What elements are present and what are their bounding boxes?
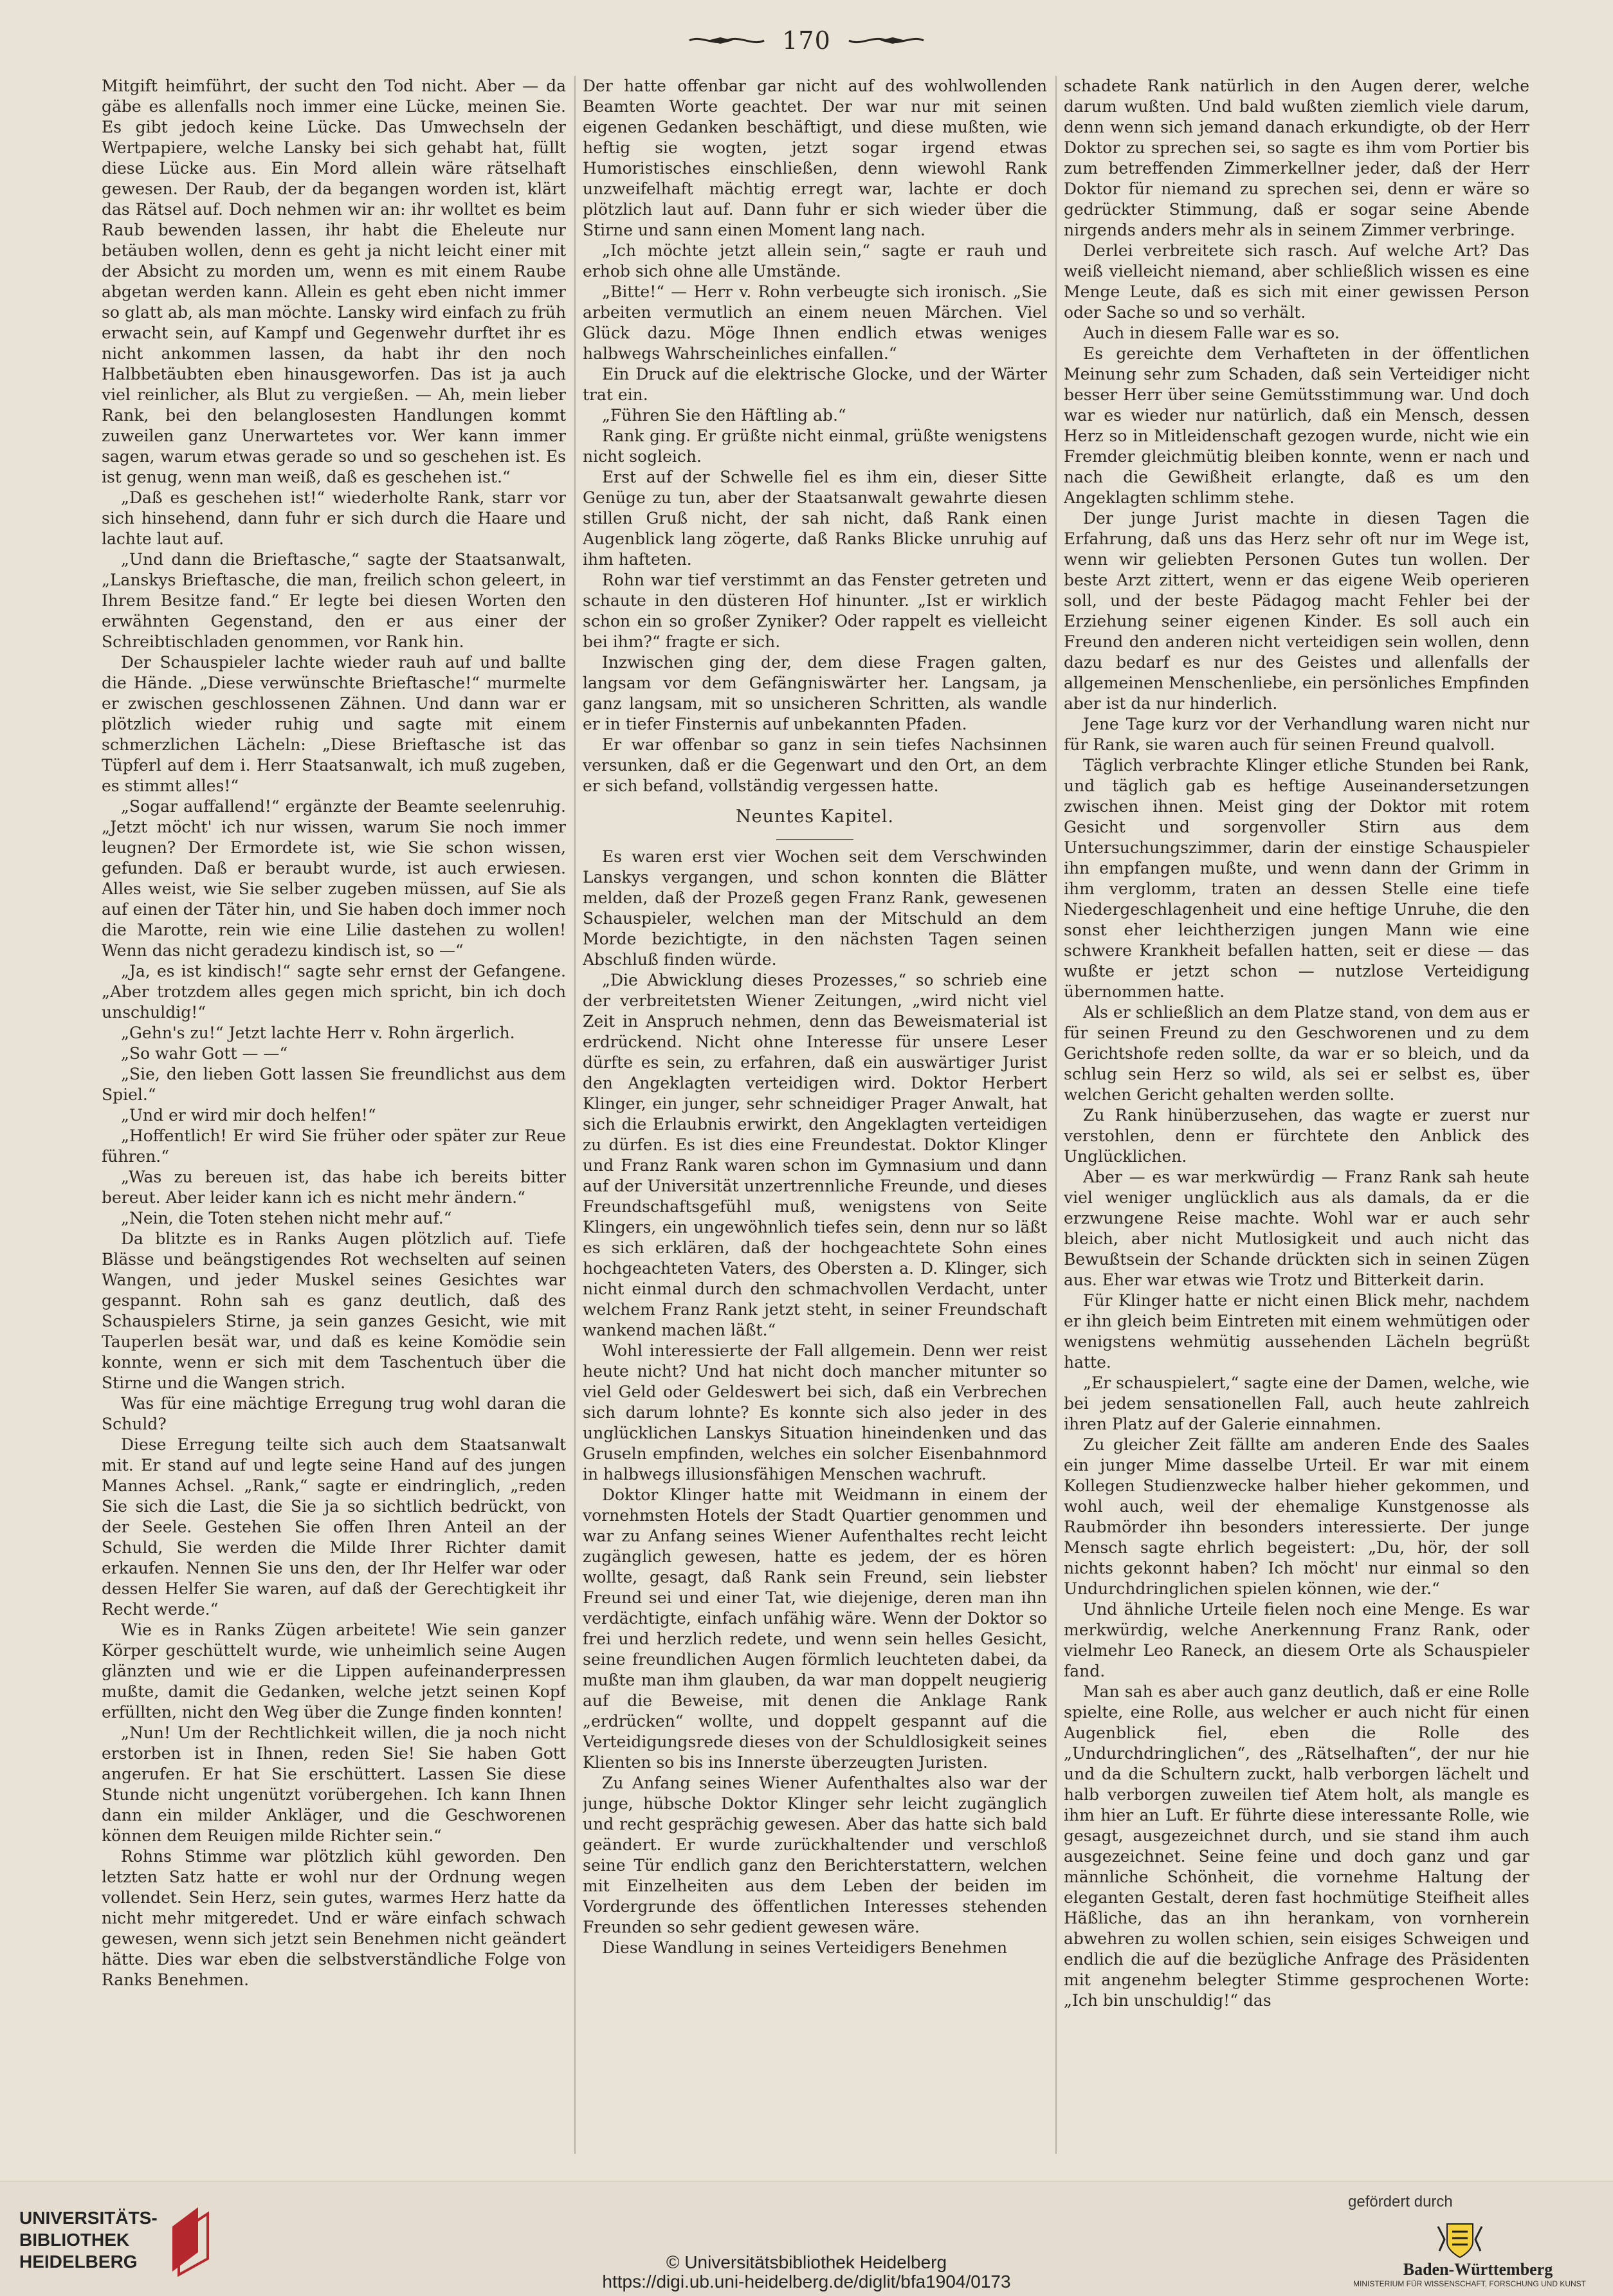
logo-line: UNIVERSITÄTS- bbox=[19, 2208, 158, 2228]
logo-line: HEIDELBERG bbox=[19, 2252, 138, 2272]
page-number: 170 bbox=[782, 26, 831, 55]
paragraph: Wohl interessierte der Fall allgemein. Denn wer reist heute nicht? Und hat nicht doch mancher mitunter so viel Geld oder Geldeswert bei sich, daß ein Verbrechen sich darum lohnte? Es konnte sich also jeder in des unglücklichen Lanskys Situation hineindenken und das Gruseln empfinden, welches ein solcher Eisenbahnmord in halbwegs illusionsfähigen Menschen wachruft. bbox=[583, 1341, 1047, 1483]
paragraph: Als er schließlich an dem Platze stand, von dem aus er für seinen Freund zu den Geschworenen und zu dem Gerichtshofe reden sollte, da war er so bleich, und da schlug sein Herz so wild, als sei er selbst es, über welchen Gericht gehalten werden sollte. bbox=[1064, 1003, 1529, 1104]
paragraph: Es gereichte dem Verhafteten in der öffentlichen Meinung sehr zum Schaden, daß sein Verteidiger nicht besser Herr über seine Gemütsstimmung war. Und doch war es wieder nur natürlich, daß ein Mensch, dessen Herz so in Mitleidenschaft gezogen wurde, nicht wie ein Fremder gleichmütig bleiben konnte, wenn er nach und nach die Gewißheit erlangte, daß es um den Angeklagten schlimm stehe. bbox=[1064, 344, 1529, 507]
paragraph: „Gehn's zu!“ Jetzt lachte Herr v. Rohn ärgerlich. bbox=[121, 1024, 515, 1042]
paragraph: Man sah es aber auch ganz deutlich, daß er eine Rolle spielte, eine Rolle, aus welcher er auch nicht für einen Augenblick fiel, eben die Rolle des „Undurchdringlichen“, des „Rätselhaften“, der nur hie und da die Schultern zuckt, halb verborgen lächelt und halb verborgen zuweilen tief Atem holt, als mangle es ihm hier an Luft. Er führte diese interessante Rolle, wie gesagt, ausgezeichnet durch, und sie stand ihm auch ausgezeichnet. Seine feine und doch ganz und gar männliche Schönheit, die vornehme Haltung der eleganten Gestalt, deren fast hochmütige Steifheit alles Häßliche, das an ihn herankam, von vornherein abwehren zu wollen schien, sein eisiges Schweigen und endlich die auf die bezügliche Anfrage des Präsidenten mit angenehm belegter Stimme gesprochenen Worte: „Ich bin unschuldig!“ das bbox=[1064, 1682, 1529, 2010]
paragraph: „Die Abwicklung dieses Prozesses,“ so schrieb eine der verbreitetsten Wiener Zeitungen, „wird nicht viel Zeit in Anspruch nehmen, denn das Beweismaterial ist erdrückend. Nicht ohne Interesse für unsere Leser dürfte es sein, zu erfahren, daß ein auswärtiger Jurist den Angeklagten verteidigen wird. Doktor Herbert Klinger, ein junger, sehr schneidiger Prager Anwalt, hat sich die Erlaubnis erwirkt, den Angeklagten verteidigen zu dürfen. Es ist dies eine Freundestat. Doktor Klinger und Franz Rank waren schon im Gymnasium und dann auf der Universität unzertrennliche Freunde, und dieses Freundschaftsgefühl muß, wenigstens von Seite Klingers, ein ungewöhnlich tiefes sein, denn nur so läßt es sich erklären, daß der hochgeachtete Sohn eines hochgeachteten Vaters, des Obersten a. D. Klinger, sich nicht einmal durch den schmachvollen Verdacht, unter welchem Franz Rank jetzt steht, in seiner Freundschaft wankend machen läßt.“ bbox=[583, 971, 1047, 1339]
footer-bar bbox=[0, 2181, 1613, 2296]
left-ornament-icon bbox=[688, 33, 765, 48]
chapter-heading: Neuntes Kapitel. bbox=[736, 807, 894, 827]
column-divider bbox=[1055, 76, 1057, 2154]
paragraph: Inzwischen ging der, dem diese Fragen galten, langsam vor dem Gefängniswärter her. Langsam, ja ganz langsam, mit so unsicheren Schritten, als wandle er in tiefer Finsternis auf unbekannten Pfaden. bbox=[583, 653, 1047, 733]
paragraph: Diese Erregung teilte sich auch dem Staatsanwalt mit. Er stand auf und legte seine Hand auf des jungen Mannes Achsel. „Rank,“ sagte er eindringlich, „reden Sie sich die Last, die Sie ja so sichtlich bedrückt, von der Seele. Gestehen Sie offen Ihren Anteil an der Schuld, Sie werden die Milde Ihrer Richter damit erkaufen. Nennen Sie uns den, der Ihr Helfer war oder dessen Helfer Sie waren, auf daß der Gerechtigkeit ihr Recht werde.“ bbox=[102, 1435, 566, 1619]
paragraph: Täglich verbrachte Klinger etliche Stunden bei Rank, und täglich gab es heftige Auseinandersetzungen zwischen ihnen. Meist ging der Doktor mit rotem Gesicht und sorgenvoller Stirn aus dem Untersuchungszimmer, darin der einstige Schauspieler ihn empfangen mußte, und wenn dann der Grimm in ihm verglomm, traten an dessen Stelle eine tiefe Niedergeschlagenheit und eine heftige Unruhe, die den sonst eher leichtherzigen jungen Mann wie eine schwere Krankheit befallen hatten, seit er diese — das wußte er jetzt schon — nutzlose Verteidigung übernommen hatte. bbox=[1064, 756, 1529, 1001]
paragraph: Rohns Stimme war plötzlich kühl geworden. Den letzten Satz hatte er wohl nur der Ordnung wegen vollendet. Sein Herz, sein gutes, warmes Herz hatte da nicht mehr mitgeredet. Und er wäre einfach schwach gewesen, wenn sich jetzt sein Benehmen nicht geändert hätte. Dies war eben die selbstverständliche Folge von Ranks Benehmen. bbox=[102, 1847, 566, 1989]
paragraph: Er war offenbar so ganz in sein tiefes Nachsinnen versunken, daß er die Gegenwart und den Ort, an dem er sich befand, vollständig vergessen hatte. bbox=[583, 735, 1047, 795]
paragraph: Erst auf der Schwelle fiel es ihm ein, dieser Sitte Genüge zu tun, aber der Staatsanwalt gewahrte diesen stillen Gruß nicht, der sah nicht, daß Rank einen Augenblick lang zögerte, daß Ranks Blicke unruhig auf ihm hafteten. bbox=[583, 468, 1047, 569]
paragraph: Es waren erst vier Wochen seit dem Verschwinden Lanskys vergangen, und schon konnten die Blätter melden, daß der Prozeß gegen Franz Rank, gewesenen Schauspieler, welchen man der Mitschuld an dem Morde bezichtigte, in den nächsten Tagen seinen Abschluß finden würde. bbox=[583, 847, 1047, 969]
paragraph: „Und er wird mir doch helfen!“ bbox=[121, 1106, 376, 1125]
permalink-url[interactable]: https://digi.ub.uni-heidelberg.de/diglit/bfa1904/0173 bbox=[602, 2272, 1011, 2291]
paragraph: Auch in diesem Falle war es so. bbox=[1083, 324, 1340, 342]
paragraph: „Hoffentlich! Er wird Sie früher oder später zur Reue führen.“ bbox=[102, 1126, 566, 1166]
column-divider bbox=[574, 76, 576, 2154]
paragraph: Mitgift heimführt, der sucht den Tod nicht. Aber — da gäbe es allenfalls noch immer eine Lücke, meinen Sie. Es gibt jedoch keine Lücke. Das Umwechseln der Wertpapiere, welche Lansky bei sich gehabt hat, füllt diese Lücke aus. Ein Mord allein wäre rätselhaft gewesen. Der Raub, der da begangen worden ist, klärt das Rätsel auf. Doch nehmen wir an: ihr wolltet es beim Raub bewenden lassen, ihr habt die Eheleute nur betäuben wollen, denn es geht ja nicht leicht einer mit der Absicht zu morden um, wenn es mit einem Raube abgetan werden kann. Allein es geht eben nicht immer so glatt ab, als man möchte. Lansky wird einfach zu früh erwacht sein, auf Kampf und Gegenwehr durftet ihr es nicht ankommen lassen, da habt ihr den noch Halbbetäubten eben hinausgeworfen. Das ist ja auch viel reinlicher, als Blut zu vergießen. — Ah, mein lieber Rank, bei den belanglosesten Handlungen kommt zuweilen ganz Unerwartetes vor. Wer kann immer sagen, warum etwas gerade so und so geschehen ist. Es ist genug, wenn man weiß, daß es geschehen ist.“ bbox=[102, 77, 566, 486]
logo-line: BIBLIOTHEK bbox=[19, 2230, 130, 2250]
paragraph: schadete Rank natürlich in den Augen derer, welche darum wußten. Und bald wußten ziemlich viele darum, denn wenn sich jemand danach erkundigte, ob der Herr Doktor zu sprechen sei, so sagte es ihm vom Portier bis zum betreffenden Zimmerkellner jeder, daß der Herr Doktor für niemand zu sprechen sei, denn er wäre so gedrückter Stimmung, daß er sogar seine Abende nirgends anders mehr als in seinem Zimmer verbringe. bbox=[1064, 77, 1529, 239]
paragraph: „Führen Sie den Häftling ab.“ bbox=[602, 406, 846, 425]
paragraph: „Er schauspielert,“ sagte eine der Damen, welche, wie bei jedem sensationellen Fall, auch heute zahlreich ihren Platz auf der Galerie einnahmen. bbox=[1064, 1373, 1529, 1433]
text-column-2 bbox=[583, 76, 1047, 2154]
paragraph: Der junge Jurist machte in diesen Tagen die Erfahrung, daß uns das Herz sehr oft nur im Wege ist, wenn wir geliebten Personen Gutes tun wollen. Der beste Arzt zittert, wenn er das eigene Weib operieren soll, und der beste Pädagog macht Fehler bei der Erziehung seiner eigenen Kinder. Es soll auch ein Freund den anderen nicht verteidigen sein wollen, denn dazu bedarf es nur des Geistes und allenfalls der allgemeinen Menschenliebe, ein persönliches Empfinden aber ist da nur hinderlich. bbox=[1064, 509, 1529, 713]
paragraph: „Was zu bereuen ist, das habe ich bereits bitter bereut. Aber leider kann ich es nicht mehr ändern.“ bbox=[102, 1168, 566, 1207]
paragraph: Derlei verbreitete sich rasch. Auf welche Art? Das weiß vielleicht niemand, aber schließlich wissen es eine Menge Leute, daß es sich mit einer gewissen Person oder Sache so und so verhält. bbox=[1064, 241, 1529, 322]
funder-name: Baden-Württemberg bbox=[1403, 2260, 1553, 2279]
paragraph: „Nein, die Toten stehen nicht mehr auf.“ bbox=[121, 1209, 452, 1227]
paragraph: Jene Tage kurz vor der Verhandlung waren nicht nur für Rank, sie waren auch für seinen Freund qualvoll. bbox=[1064, 715, 1529, 754]
paragraph: Da blitzte es in Ranks Augen plötzlich auf. Tiefe Blässe und beängstigendes Rot wechselten auf seinen Wangen, und jeder Muskel seines Gesichtes war gespannt. Rohn sah es ganz deutlich, daß des Schauspielers Stirne, ja sein ganzes Gesicht, wie mit Tauperlen besät war, und daß es keine Komödie sein konnte, wenn er sich mit dem Taschentuch über die Stirne und die Wangen strich. bbox=[102, 1229, 566, 1392]
page-header bbox=[0, 18, 1613, 63]
paragraph: Diese Wandlung in seines Verteidigers Benehmen bbox=[602, 1938, 1008, 1957]
paragraph: Doktor Klinger hatte mit Weidmann in einem der vornehmsten Hotels der Stadt Quartier genommen und war zu Anfang seines Wiener Aufenthaltes recht leicht zugänglich gewesen, hatte es jedem, der es hören wollte, gesagt, daß Rank sein Freund, sein liebster Freund sei und einer Tat, wie diejenige, deren man ihn verdächtigte, einfach unfähig wäre. Wenn der Doktor so frei und herzlich redete, und wenn sein helles Gesicht, seine freundlichen Augen förmlich leuchteten dabei, da mußte man ihm glauben, da war man doppelt neugierig auf die Beweise, mit denen die Anklage Rank „erdrücken“ wollte, und doppelt gespannt auf die Verteidigungsrede dieses von der Schuldlosigkeit seines Klienten so bis ins Innerste überzeugten Juristen. bbox=[583, 1485, 1047, 1772]
paragraph: „Ich möchte jetzt allein sein,“ sagte er rauh und erhob sich ohne alle Umstände. bbox=[583, 241, 1047, 280]
chapter-rule bbox=[776, 839, 853, 840]
paragraph: „So wahr Gott — —“ bbox=[121, 1044, 288, 1063]
paragraph: Was für eine mächtige Erregung trug wohl daran die Schuld? bbox=[102, 1394, 566, 1433]
text-column-1 bbox=[102, 76, 566, 2154]
paragraph: Und ähnliche Urteile fielen noch eine Menge. Es war merkwürdig, welche Anerkennung Franz Rank, oder vielmehr Leo Raneck, an diesem Orte als Schauspieler fand. bbox=[1064, 1600, 1529, 1680]
paragraph: „Und dann die Brieftasche,“ sagte der Staatsanwalt, „Lanskys Brieftasche, die man, freilich schon geleert, in Ihrem Besitze fand.“ Er legte bei diesen Worten den erwähnten Gegenstand, den er aus einer der Schreibtischladen genommen, vor Rank hin. bbox=[102, 550, 566, 651]
paragraph: Wie es in Ranks Zügen arbeitete! Wie sein ganzer Körper geschüttelt wurde, wie unheimlich seine Augen glänzten und wie er die Lippen aufeinanderpressen mußte, damit die Gedanken, welche jetzt seinen Kopf erfüllten, nicht den Weg über die Zunge finden konnten! bbox=[102, 1621, 566, 1722]
paragraph: Für Klinger hatte er nicht einen Blick mehr, nachdem er ihn gleich beim Eintreten mit einem wehmütigen oder wenigstens wehmütig aussehenden Lächeln begrüßt hatte. bbox=[1064, 1291, 1529, 1372]
paragraph: Der hatte offenbar gar nicht auf des wohlwollenden Beamten Worte geachtet. Der war nur mit seinen eigenen Gedanken beschäftigt, und diese mußten, wie heftig sie wogten, jetzt sogar irgend etwas Humoristisches einschließen, denn wiewohl Rank unzweifelhaft mächtig erregt war, lachte er doch plötzlich laut auf. Dann fuhr er sich wieder über die Stirne und sann einen Moment lang nach. bbox=[583, 77, 1047, 239]
right-ornament-icon bbox=[848, 33, 925, 48]
funder-ministry: MINISTERIUM FÜR WISSENSCHAFT, FORSCHUNG UND KUNST bbox=[1353, 2279, 1586, 2288]
paragraph: „Daß es geschehen ist!“ wiederholte Rank, starr vor sich hinsehend, dann fuhr er sich durch die Haare und lachte laut auf. bbox=[102, 488, 566, 548]
coat-of-arms-icon bbox=[1435, 2220, 1484, 2260]
paragraph: Ein Druck auf die elektrische Glocke, und der Wärter trat ein. bbox=[583, 365, 1047, 404]
paragraph: Zu Anfang seines Wiener Aufenthaltes also war der junge, hübsche Doktor Klinger sehr leicht zugänglich und recht gesprächig gewesen. Aber das hatte sich bald geändert. Er wurde zurückhaltender und verschloß seine Tür endlich ganz den Berichterstattern, welchen mit Einzelheiten aus dem Leben der beiden im Vordergrunde des öffentlichen Interesses stehenden Freunden so sehr gedient gewesen wäre. bbox=[583, 1774, 1047, 1936]
text-column-3 bbox=[1064, 76, 1529, 2154]
paragraph: Rohn war tief verstimmt an das Fenster getreten und schaute in den düsteren Hof hinunter. „Ist er wirklich schon ein so großer Zyniker? Oder rappelt es vielleicht bei ihm?“ fragte er sich. bbox=[583, 571, 1047, 651]
copyright-notice: © Universitätsbibliothek Heidelberg bbox=[666, 2252, 947, 2272]
paragraph: Rank ging. Er grüßte nicht einmal, grüßte wenigstens nicht sogleich. bbox=[583, 427, 1047, 466]
paragraph: Zu Rank hinüberzusehen, das wagte er zuerst nur verstohlen, denn er fürchtete den Anblick des Unglücklichen. bbox=[1064, 1106, 1529, 1166]
paragraph: Zu gleicher Zeit fällte am anderen Ende des Saales ein junger Mime dasselbe Urteil. Er war mit einem Kollegen Studienzwecke halber hieher gekommen, und wohl auch, weil der ehemalige Kunstgenosse als Raubmörder ihn besonders interessierte. Der junge Mensch sagte ehrlich begeistert: „Du, hör, der soll nichts gekonnt haben? Ich möcht' nur einmal so den Undurchdringlichen spielen können, wie der.“ bbox=[1064, 1435, 1529, 1598]
paragraph: „Bitte!“ — Herr v. Rohn verbeugte sich ironisch. „Sie arbeiten vermutlich an einem neuen Märchen. Viel Glück dazu. Möge Ihnen endlich etwas weniges halbwegs Wahrscheinliches einfallen.“ bbox=[583, 282, 1047, 363]
paragraph: „Sogar auffallend!“ ergänzte der Beamte seelenruhig. „Jetzt möcht' ich nur wissen, warum Sie noch immer leugnen? Der Ermordete ist, wie Sie schon wissen, gefunden. Daß er beraubt wurde, ist auch erwiesen. Alles weist, wie Sie selber zugeben müssen, auf Sie als auf einen der Täter hin, und Sie haben doch immer noch die Marotte, rein wie eine Lilie dastehen zu wollen! Wenn das nicht geradezu kindisch ist, so —“ bbox=[102, 797, 566, 960]
funded-by-label: gefördert durch bbox=[1348, 2193, 1453, 2210]
paragraph: „Nun! Um der Rechtlichkeit willen, die ja noch nicht erstorben ist in Ihnen, reden Sie! Sie haben Gott angerufen. Er hat Sie erschüttert. Lassen Sie diese Stunde nicht ungenützt vorübergehen. Ich kann Ihnen dann ein milder Ankläger, und die Geschworenen können dem Reuigen milde Richter sein.“ bbox=[102, 1723, 566, 1845]
paragraph: „Sie, den lieben Gott lassen Sie freundlichst aus dem Spiel.“ bbox=[102, 1065, 566, 1104]
paragraph: Aber — es war merkwürdig — Franz Rank sah heute viel weniger unglücklich aus als damals, da er die erzwungene Reise machte. Wohl war er auch sehr bleich, aber nicht Mutlosigkeit und auch nicht das Bewußtsein der Schande drückten sich in seinen Zügen aus. Eher war etwas wie Trotz und Bitterkeit darin. bbox=[1064, 1168, 1529, 1289]
paragraph: Der Schauspieler lachte wieder rauh auf und ballte die Hände. „Diese verwünschte Brieftasche!“ murmelte er zwischen geschlossenen Zähnen. Und dann war er plötzlich wieder ruhig und sagte mit einem schmerzlichen Lächeln: „Diese Brieftasche ist das Tüpferl auf dem i. Herr Staatsanwalt, ich muß zugeben, es stimmt alles!“ bbox=[102, 653, 566, 795]
paragraph: „Ja, es ist kindisch!“ sagte sehr ernst der Gefangene. „Aber trotzdem alles gegen mich spricht, bin ich doch unschuldig!“ bbox=[102, 962, 566, 1022]
